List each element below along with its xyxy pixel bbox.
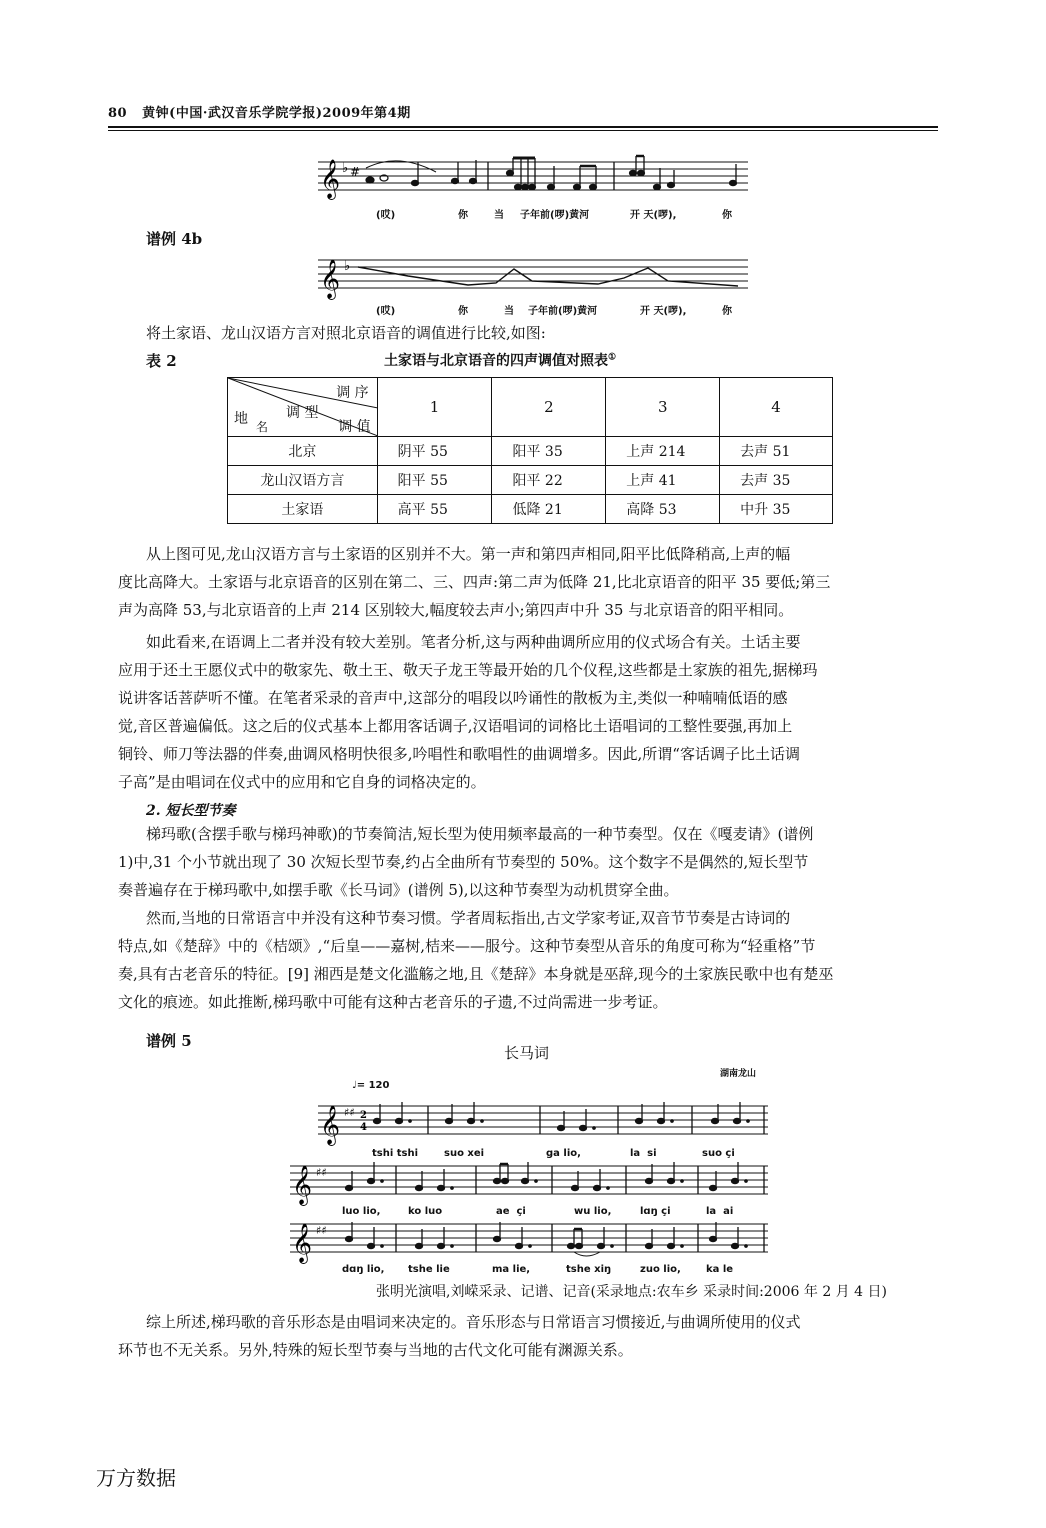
song-region: 湖南龙山 <box>720 1069 757 1079</box>
paragraph-1 <box>118 540 944 624</box>
table-2-label: 表 2 <box>146 352 177 370</box>
ex5-lyric: dɑŋ lio, <box>342 1264 385 1275</box>
header-rule <box>108 126 938 128</box>
column-header: 4 <box>720 378 833 437</box>
ex5-lyric: suo çi <box>702 1148 735 1159</box>
treble-clef-icon: 𝄞 <box>320 259 341 299</box>
text-line: 子高”是由唱词在仪式中的应用和它自身的词格决定的。 <box>118 773 486 791</box>
table-cell: 阳平 35 <box>492 437 606 466</box>
ex4a-lyric: 子年前(啰)黄河 <box>520 210 590 221</box>
table-cell: 中升 35 <box>720 495 833 524</box>
treble-clef-icon: 𝄞 <box>320 1105 341 1145</box>
text-line: 环节也不无关系。另外,特殊的短长型节奏与当地的古代文化可能有渊源关系。 <box>118 1341 633 1359</box>
ex4b-lyric: 子年前(啰)黄河 <box>528 306 598 317</box>
text-line: 应用于还土王愿仪式中的敬家先、敬土王、敬天子龙王等最开始的几个仪程,这些都是土家族的祖先,据梯玛 <box>118 661 818 679</box>
svg-text:4: 4 <box>360 1122 367 1133</box>
column-header: 3 <box>606 378 720 437</box>
text-line: 梯玛歌(含摆手歌与梯玛神歌)的节奏简洁,短长型为使用频率最高的一种节奏型。仅在《嘎麦请》(谱例 <box>146 825 814 843</box>
ex4b-lyric: (哎) <box>376 306 396 317</box>
text-line: 然而,当地的日常语言中并没有这种节奏习惯。学者周耘指出,古文学家考证,双音节节奏是古诗词的 <box>146 909 791 927</box>
header-rule-thin <box>108 130 938 131</box>
paragraph-3 <box>118 820 944 904</box>
text-line: 觉,音区普遍偏低。这之后的仪式基本上都用客话调子,汉语唱词的词格比土语唱词的工整性要强,再加上 <box>118 717 793 735</box>
ex4b-lyric: 开 天(啰), <box>640 306 687 317</box>
running-header <box>108 102 411 121</box>
text-line: 奏普遍存在于梯玛歌中,如摆手歌《长马词》(谱例 5),以这种节奏型为动机贯穿全曲。 <box>118 881 679 899</box>
treble-clef-icon: 𝄞 <box>320 159 341 199</box>
treble-clef-icon: 𝄞 <box>292 1223 313 1263</box>
ex5-lyric: ka le <box>706 1264 734 1275</box>
header-value-label: 调 值 <box>338 419 371 435</box>
ex4b-lyric: 当 <box>504 306 514 317</box>
page-number: 80 <box>108 106 128 121</box>
row-place: 北京 <box>228 437 378 466</box>
song-title: 长马词 <box>504 1044 550 1062</box>
header-type-label: 调 型 <box>286 405 319 421</box>
text-line: 综上所述,梯玛歌的音乐形态是由唱词来决定的。音乐形态与日常语言习惯接近,与曲调所使用的仪式 <box>146 1313 801 1331</box>
table-row <box>228 495 833 524</box>
paragraph-5 <box>118 1308 944 1364</box>
text-line: 1)中,31 个小节就出现了 30 次短长型节奏,约占全曲所有节奏型的 50%。这个数字不是偶然的,短长型节 <box>118 853 809 871</box>
table-cell: 上声 41 <box>606 466 720 495</box>
ex4b-lyric: 你 <box>722 306 732 317</box>
ex5-lyric: suo xei <box>444 1148 485 1159</box>
table-row <box>228 466 833 495</box>
ex4b-lyric: 你 <box>458 306 468 317</box>
text-line: 奏,具有古老音乐的特征。[9] 湘西是楚文化滥觞之地,且《楚辞》本身就是巫辞,现今的土家族民歌中也有楚巫 <box>118 965 834 983</box>
ex4a-lyric: 你 <box>722 210 732 221</box>
table-cell: 低降 21 <box>492 495 606 524</box>
ex5-lyric: ko luo <box>408 1206 443 1217</box>
ex5-lyric: zuo lio, <box>640 1264 681 1275</box>
music-example-5-staff-1 <box>318 1100 768 1145</box>
ex5-lyric: tshi tshi <box>372 1148 419 1159</box>
svg-text:♯♯: ♯♯ <box>316 1224 327 1237</box>
music-example-5-staff-3 <box>290 1218 768 1263</box>
ex5-lyric: ga lio, <box>546 1148 581 1159</box>
text-line: 声为高降 53,与北京语音的上声 214 区别较大,幅度较去声小;第四声中升 35 与北京语音的阳平相同。 <box>118 601 794 619</box>
text-line: 从上图可见,龙山汉语方言与土家语的区别并不大。第一声和第四声相同,阳平比低降稍高,上声的幅 <box>146 545 791 563</box>
table-cell: 高降 53 <box>606 495 720 524</box>
music-example-4b <box>318 254 748 300</box>
section-heading: 2. 短长型节奏 <box>146 803 236 819</box>
music-example-5-staff-2 <box>290 1160 768 1205</box>
column-header: 1 <box>377 378 492 437</box>
ex5-lyric: ma lie, <box>492 1264 531 1275</box>
treble-clef-icon: 𝄞 <box>292 1165 313 1205</box>
diagonal-header-cell <box>228 378 378 437</box>
ex5-lyric: tshe lie <box>408 1264 450 1275</box>
music-example-4a <box>318 148 748 200</box>
ex4a-lyric: 你 <box>458 210 468 221</box>
footer-watermark: 万方数据 <box>96 1466 176 1490</box>
svg-text:#: # <box>350 165 361 179</box>
text-line: 如此看来,在语调上二者并没有较大差别。笔者分析,这与两种曲调所应用的仪式场合有关。土话主要 <box>146 633 801 651</box>
journal-title: 黄钟(中国·武汉音乐学院学报)2009年第4期 <box>142 106 411 121</box>
table-cell: 高平 55 <box>377 495 492 524</box>
table-header-row <box>228 378 833 437</box>
ex5-lyric: ae çi <box>496 1206 526 1217</box>
table-intro: 将土家语、龙山汉语方言对照北京语音的调值进行比较,如图: <box>146 324 546 342</box>
svg-text:♭: ♭ <box>342 161 349 176</box>
text-line: 铜铃、师刀等法器的伴奏,曲调风格明快很多,吟唱性和歌唱性的曲调增多。因此,所谓“客话调子比土话调 <box>118 745 800 763</box>
table-cell: 阴平 55 <box>377 437 492 466</box>
row-place: 土家语 <box>228 495 378 524</box>
svg-text:♭: ♭ <box>344 259 351 274</box>
header-order-label: 调 序 <box>336 385 369 401</box>
table-cell: 阳平 55 <box>377 466 492 495</box>
row-place: 龙山汉语方言 <box>228 466 378 495</box>
text-line: 度比高降大。土家语与北京语音的区别在第二、三、四声:第二声为低降 21,比北京语音的阳平 35 要低;第三 <box>118 573 831 591</box>
header-place-label: 地 <box>234 411 248 427</box>
text-line: 特点,如《楚辞》中的《桔颂》,“后皇——嘉树,桔来——服兮。这种节奏型从音乐的角度可称为“轻重格”节 <box>118 937 816 955</box>
ex5-lyric: tshe xiŋ <box>566 1264 612 1275</box>
paragraph-2 <box>118 628 944 796</box>
paragraph-4 <box>118 904 944 1016</box>
ex4a-lyric: (哎) <box>376 210 396 221</box>
ex5-lyric: lɑŋ çi <box>640 1206 671 1217</box>
ex5-lyric: la ai <box>706 1206 734 1217</box>
table-2-title <box>384 350 616 370</box>
tone-comparison-table <box>227 377 833 524</box>
ex4a-lyric: 当 <box>494 210 504 221</box>
text-line: 说讲客话菩萨听不懂。在笔者采录的音声中,这部分的唱段以吟诵性的散板为主,类似一种喃喃低语的感 <box>118 689 788 707</box>
example-5-label: 谱例 5 <box>146 1032 192 1050</box>
table-2-title-text: 土家语与北京语音的四声调值对照表 <box>384 353 608 369</box>
table-cell: 上声 214 <box>606 437 720 466</box>
text-line: 文化的痕迹。如此推断,梯玛歌中可能有这种古老音乐的孑遗,不过尚需进一步考证。 <box>118 993 668 1011</box>
tempo-marking: ♩= 120 <box>352 1080 390 1091</box>
recording-credit: 张明光演唱,刘嵘采录、记谱、记音(采录地点:农车乡 采录时间:2006 年 2 月 4 日) <box>376 1284 887 1300</box>
svg-text:♯♯: ♯♯ <box>316 1166 327 1179</box>
ex5-lyric: luo lio, <box>342 1206 381 1217</box>
table-cell: 去声 35 <box>720 466 833 495</box>
svg-text:♯♯: ♯♯ <box>344 1106 355 1119</box>
table-cell: 阳平 22 <box>492 466 606 495</box>
table-cell: 去声 51 <box>720 437 833 466</box>
header-place-label-2: 名 <box>256 420 269 434</box>
ex5-lyric: wu lio, <box>574 1206 612 1217</box>
ex5-lyric: la si <box>630 1148 657 1159</box>
svg-text:2: 2 <box>360 1110 367 1121</box>
example-4b-label: 谱例 4b <box>146 230 203 248</box>
table-row <box>228 437 833 466</box>
footnote-mark: ① <box>608 352 617 363</box>
column-header: 2 <box>492 378 606 437</box>
ex4a-lyric: 开 天(啰), <box>630 210 677 221</box>
